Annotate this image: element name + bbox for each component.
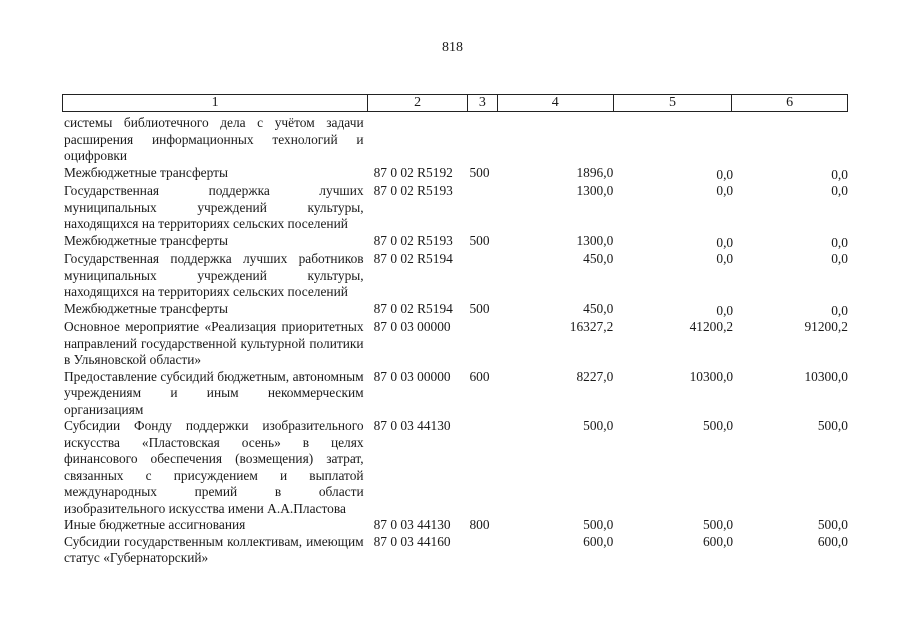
- row-value-col6: 500,0: [817, 418, 848, 433]
- row-name: Основное мероприятие «Реализация приоритетных направлений государственной культурной политики в Ульяновской области»: [64, 319, 364, 367]
- row-code: 87 0 02 R5194: [373, 300, 453, 316]
- row-value-col5: 41200,2: [689, 319, 734, 334]
- table-row: [62, 183, 852, 233]
- row-code: 87 0 03 44160: [373, 533, 451, 549]
- table-row: [62, 319, 852, 369]
- row-value-col6: 0,0: [831, 234, 848, 250]
- row-name: Государственная поддержка лучших муниципальных учреждений культуры, находящихся на территориях сельских поселений: [64, 183, 364, 231]
- row-value-col4: 600,0: [583, 533, 614, 549]
- row-code: 87 0 02 R5194: [373, 251, 453, 266]
- row-code: 87 0 03 00000: [373, 319, 451, 334]
- row-value-col5: 0,0: [716, 251, 734, 266]
- row-value-col4: 450,0: [583, 300, 614, 316]
- table-row: [62, 233, 852, 252]
- header-col-4: 4: [498, 95, 614, 111]
- row-name: Предоставление субсидий бюджетным, автономным учреждениям и иным некоммерческим организациям: [64, 368, 364, 417]
- row-value-col4: 1896,0: [576, 164, 614, 180]
- row-value-col6: 0,0: [831, 183, 848, 198]
- row-kvr: 500: [469, 232, 490, 248]
- row-value-col4: 8227,0: [576, 368, 614, 384]
- row-value-col4: 500,0: [583, 418, 614, 433]
- header-col-3: 3: [468, 95, 498, 111]
- header-col-1: 1: [63, 95, 368, 111]
- row-value-col5: 600,0: [702, 533, 734, 549]
- table-header: [62, 94, 848, 112]
- row-value-col6: 91200,2: [804, 319, 848, 334]
- header-col-2: 2: [368, 95, 468, 111]
- row-value-col4: 500,0: [583, 517, 614, 532]
- row-value-col5: 500,0: [702, 418, 734, 433]
- row-kvr: 600: [469, 368, 490, 384]
- row-value-col6: 0,0: [831, 251, 848, 266]
- table-row: [62, 534, 852, 567]
- row-code: 87 0 03 00000: [373, 368, 451, 384]
- row-value-col4: 1300,0: [576, 183, 614, 198]
- row-name: Субсидии Фонду поддержки изобразительного искусства «Пластовская осень» в целях финансового обеспечения (возмещения) затрат, связанных с присуждением и выплатой международных премий в области изобразительного искусства имени А.А.Пластова: [64, 418, 364, 516]
- header-col-6: 6: [786, 95, 794, 110]
- table-row: [62, 251, 852, 301]
- page-number: 818: [442, 40, 463, 55]
- row-kvr: 800: [469, 517, 490, 532]
- row-kvr: 500: [469, 164, 490, 180]
- row-code: 87 0 02 R5192: [373, 164, 453, 180]
- row-value-col5: 0,0: [716, 302, 734, 318]
- row-code: 87 0 02 R5193: [373, 183, 453, 198]
- row-value-col6: 10300,0: [804, 368, 848, 384]
- row-value-col6: 0,0: [831, 302, 848, 318]
- row-value-col6: 500,0: [817, 517, 848, 532]
- row-value-col4: 1300,0: [576, 232, 614, 248]
- row-value-col5: 0,0: [716, 166, 734, 182]
- table-row: [62, 301, 852, 320]
- table-body: [62, 115, 852, 567]
- table-row: [62, 165, 852, 184]
- row-value-col5: 500,0: [702, 517, 734, 532]
- row-name: Иные бюджетные ассигнования: [64, 517, 246, 532]
- row-value-col4: 450,0: [583, 251, 614, 266]
- row-value-col4: 16327,2: [569, 319, 614, 334]
- table-row: [62, 517, 852, 534]
- row-code: 87 0 02 R5193: [373, 232, 453, 248]
- table-row: [62, 418, 852, 517]
- table-row: [62, 369, 852, 419]
- row-kvr: 500: [469, 300, 490, 316]
- row-code: 87 0 03 44130: [373, 418, 451, 433]
- row-value-col5: 0,0: [716, 183, 734, 198]
- header-col-5: 5: [614, 95, 733, 111]
- row-name: Субсидии государственным коллективам, имеющим статус «Губернаторский»: [64, 533, 364, 565]
- row-name: Межбюджетные трансферты: [64, 164, 228, 180]
- row-name: Государственная поддержка лучших работников муниципальных учреждений культуры, находящихся на территориях сельских поселений: [64, 251, 364, 299]
- row-value-col5: 10300,0: [689, 368, 734, 384]
- table-row: [62, 115, 852, 165]
- row-value-col6: 0,0: [831, 166, 848, 182]
- row-value-col6: 600,0: [817, 533, 848, 549]
- row-code: 87 0 03 44130: [373, 517, 451, 532]
- row-name: Межбюджетные трансферты: [64, 232, 228, 248]
- row-name: Межбюджетные трансферты: [64, 300, 228, 316]
- row-name: системы библиотечного дела с учётом задачи расширения информационных технологий и оцифровки: [64, 115, 364, 163]
- row-value-col5: 0,0: [716, 234, 734, 250]
